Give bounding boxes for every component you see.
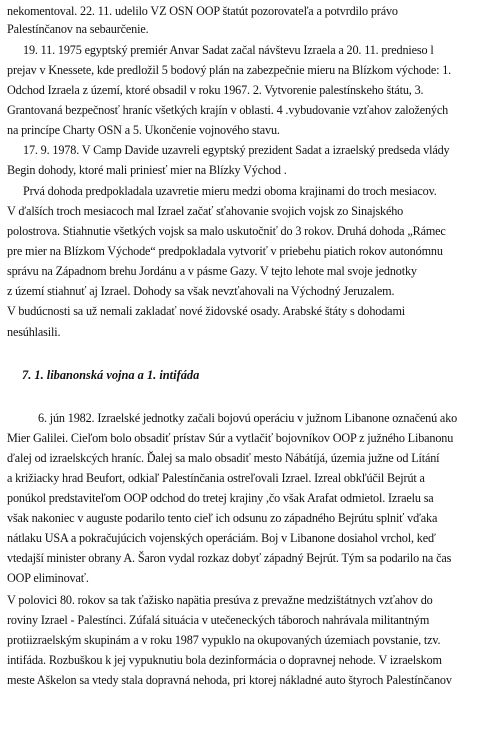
text-line: ďalej od izraelskcých hraníc. Ďalej sa malo obsadiť mesto Nábátíjá, územia južne od Lítání [7, 451, 440, 465]
text-line: správu na Západnom brehu Jordánu a v pásme Gazy. V tejto lehote mal svoje jednotky [7, 264, 417, 278]
text-line: Begin dohody, ktoré mali priniesť mier na Blízky Východ . [7, 163, 287, 177]
text-line: V ďalších troch mesiacoch mal Izrael začať sťahovanie svojich vojsk zo Sinajského [7, 204, 404, 218]
text-line: ponúkol predstaviteľom OOP odchod do tretej krajiny ,čo však Arafat odmietol. Izraelu sa [7, 491, 434, 505]
text-line: 17. 9. 1978. V Camp Davide uzavreli egyptský prezident Sadat a izraelský predseda vlády [23, 143, 450, 157]
text-line: Odchod Izraela z území, ktoré obsadil v roku 1967. 2. Vytvorenie palestínskeho štátu, 3. [7, 83, 424, 97]
text-line: však nakoniec v auguste podarilo tento cieľ ich odsunu zo západného Bejrútu splniť vďaka [7, 511, 438, 525]
text-line: polostrova. Stiahnutie všetkých vojsk sa malo uskutočniť do 3 rokov. Druhá dohoda „Rámec [7, 224, 446, 238]
text-line: na princípe Charty OSN a 5. Ukončenie vojnového stavu. [7, 123, 280, 137]
text-line: vtedajší minister obrany A. Šaron vydal rozkaz dobyť západný Bejrút. Tým sa podarilo na čas [7, 551, 452, 565]
text-line: pre mier na Blízkom Východe“ predpokladala vytvoriť v priebehu piatich rokov autonómnu [7, 244, 443, 258]
text-line: meste Aškelon sa vtedy stala dopravná nehoda, pri ktorej nákladné auto štyroch Palestínčanov [7, 673, 452, 687]
text-line: z území stiahnuť aj Izrael. Dohody sa však nevzťahovali na Východný Jeruzalem. [7, 284, 395, 298]
text-line: Prvá dohoda predpokladala uzavretie mieru medzi oboma krajinami do troch mesiacov. [23, 184, 437, 198]
text-line: Mier Galilei. Cieľom bolo obsadiť prístav Súr a vytlačiť bojovníkov OOP z južného Libanonu [7, 431, 454, 445]
text-line: OOP eliminovať. [7, 571, 89, 585]
text-line: Grantovaná bezpečnosť hraníc všetkých krajín v oblasti. 4 .vybudovanie vzťahov založených [7, 103, 449, 117]
text-line: Palestínčanov na sebaurčenie. [7, 22, 149, 36]
text-line: a križiacky hrad Beufort, odkiaľ Palestínčania ostreľovali Izrael. Izreal obkľúčil Bejrút a [7, 471, 425, 485]
text-line: nátlaku USA a pokračujúcich vojenských operáciám. Boj v Libanone dosiahol vrchol, keď [7, 531, 436, 545]
text-line: 6. jún 1982. Izraelské jednotky začali bojovú operáciu v južnom Libanone označenú ako [38, 411, 458, 425]
text-line: V polovici 80. rokov sa tak ťažisko napätia presúva z prevažne medzištátnych vzťahov do [7, 593, 433, 607]
text-line: nesúhlasili. [7, 325, 61, 339]
text-line: roviny Izrael - Palestínci. Zúfalá situácia v utečeneckých táboroch nahrávala militantným [7, 613, 430, 627]
text-line: intifáda. Rozbuškou k jej vypuknutiu bola dezinformácia o dopravnej nehode. V izraelskom [7, 653, 442, 667]
text-line: 19. 11. 1975 egyptský premiér Anvar Sadat začal návštevu Izraela a 20. 11. prednieso l [23, 43, 434, 57]
text-line: nekomentoval. 22. 11. udelilo VZ OSN OOP štatút pozorovateľa a potvrdilo právo [7, 4, 398, 18]
text-line: protiizraelským skupinám a v roku 1987 vypuklo na okupovaných územiach povstanie, tzv. [7, 633, 441, 647]
text-line: V budúcnosti sa už nemali zakladať nové židovské osady. Arabské štáty s dohodami [7, 304, 406, 318]
text-line: prejav v Knessete, kde predložil 5 bodový plán na zabezpečnie mieru na Blízkom východe: 1. [7, 63, 452, 77]
section-heading: 7. 1. libanonská vojna a 1. intifáda [22, 368, 200, 382]
